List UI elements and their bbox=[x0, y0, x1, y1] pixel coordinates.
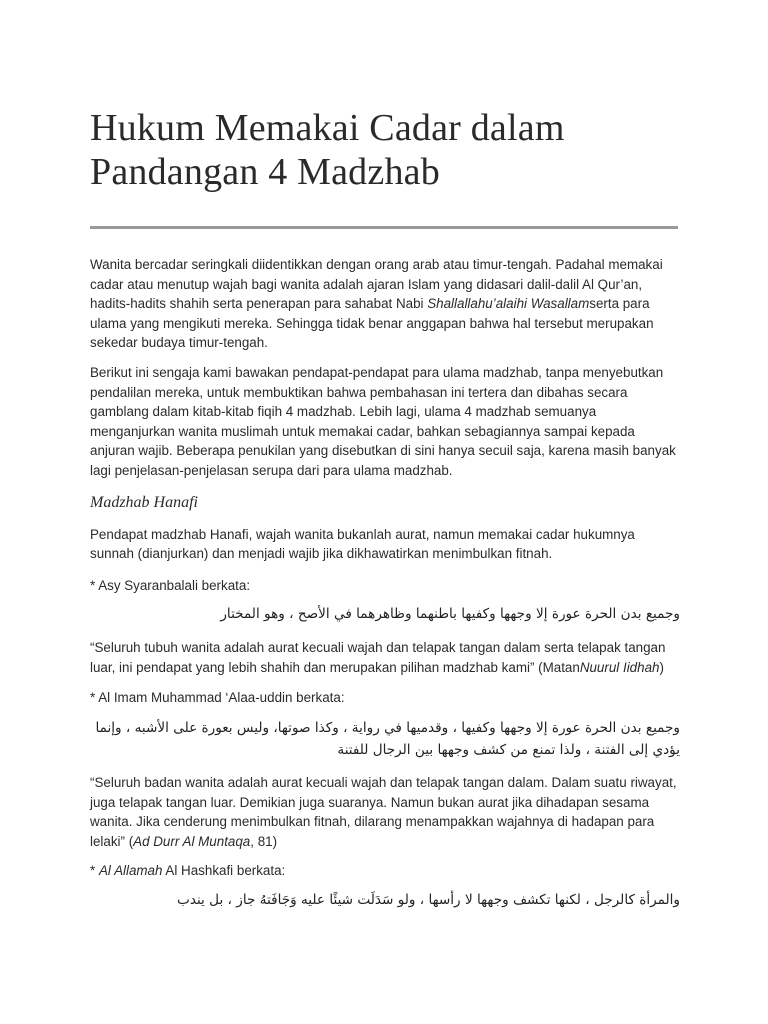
intro-italic: Shallallahu’alaihi Wasallam bbox=[427, 296, 590, 312]
intro-text-2: serta para ulama yang mengikuti mereka. Sehingga tidak benar anggapan bahwa hal tersebut merupakan sekedar budaya timur-tengah. bbox=[90, 296, 654, 351]
quote2-label: * Al Imam Muhammad ‘Alaa-uddin berkata: bbox=[90, 689, 345, 705]
quote1-arabic: وجميع بدن الحرة عورة إلا وجهها وكفيها باطنهما وظاهرهما في الأصح ، وهو المختار bbox=[220, 606, 680, 623]
quote3-label bbox=[90, 861, 680, 881]
title-line-2: Pandangan 4 Madzhab bbox=[90, 151, 440, 193]
intro-paragraph bbox=[90, 255, 680, 353]
quote3-label-prefix: * bbox=[90, 863, 99, 879]
quote2-source: Ad Durr Al Muntaqa bbox=[133, 833, 251, 849]
section-heading-hanafi: Madzhab Hanafi bbox=[90, 493, 198, 511]
quote2-translation-end: , 81) bbox=[250, 833, 278, 849]
quote3-arabic: والمرأة كالرجل ، لكنها تكشف وجهها لا رأسها ، ولو سَدَلَت شيئًا عليه وَجَافَتهُ جاز ، بل يندب bbox=[177, 892, 680, 909]
quote2-translation-text: “Seluruh badan wanita adalah aurat kecuali wajah dan telapak tangan dalam. Dalam suatu riwayat, juga telapak tangan luar. Demikian juga suaranya. Namun bukan aurat jika dihadapan sesama wanita. Jika cenderung menimbulkan fitnah, dilarang menampakkan wajahnya di hadapan para lelaki” ( bbox=[90, 775, 677, 849]
quote2-translation bbox=[90, 773, 680, 851]
page-title bbox=[90, 0, 678, 194]
quote1-source: Nuurul Iidhah bbox=[579, 659, 660, 675]
quote1-translation-end: ) bbox=[659, 659, 664, 675]
hanafi-intro-paragraph: Pendapat madzhab Hanafi, wajah wanita bukanlah aurat, namun memakai cadar hukumnya sunnah (dianjurkan) dan menjadi wajib jika dikhawatirkan menimbulkan fitnah. bbox=[90, 526, 635, 562]
quote3-label-rest: Al Hashkafi berkata: bbox=[162, 863, 286, 879]
title-divider bbox=[90, 226, 678, 229]
quote2-arabic: وجميع بدن الحرة عورة إلا وجهها وكفيها ، وقدميها في رواية ، وكذا صوتها، وليس بعورة على الأشبه ، وإنما يؤدي إلى الفتنة ، ولذا تمنع من كشف وجهها بين الرجال للفتنة bbox=[95, 720, 680, 759]
title-line-1: Hukum Memakai Cadar dalam bbox=[90, 107, 565, 149]
quote3-label-italic: Al Allamah bbox=[98, 863, 163, 879]
intro-text-1: Wanita bercadar seringkali diidentikkan dengan orang arab atau timur-tengah. Padahal memakai cadar atau menutup wajah bagi wanita adalah ajaran Islam yang didasari dalil-dalil Al Qur’an, hadits-hadits shahih serta penerapan para sahabat Nabi bbox=[90, 257, 663, 312]
quote1-translation-text: “Seluruh tubuh wanita adalah aurat kecuali wajah dan telapak tangan dalam serta telapak tangan luar, ini pendapat yang lebih shahih dan merupakan pilihan madzhab kami” (Matan bbox=[90, 640, 666, 675]
paragraph-2: Berikut ini sengaja kami bawakan pendapat-pendapat para ulama madzhab, tanpa menyebutkan pendalilan mereka, untuk membuktikan bahwa pembahasan ini tertera dan dibahas secara gamblang dalam kitab-kitab fiqih 4 madzhab. Lebih lagi, ulama 4 madzhab semuanya menganjurkan wanita muslimah untuk memakai cadar, bahkan sebagiannya sampai kepada anjuran wajib. Beberapa penukilan yang disebutkan di sini hanya secuil saja, karena masih banyak lagi penjelasan-penjelasan serupa dari para ulama madzhab. bbox=[90, 364, 676, 478]
quote1-label: * Asy Syaranbalali berkata: bbox=[90, 577, 251, 593]
quote1-translation bbox=[90, 638, 680, 677]
